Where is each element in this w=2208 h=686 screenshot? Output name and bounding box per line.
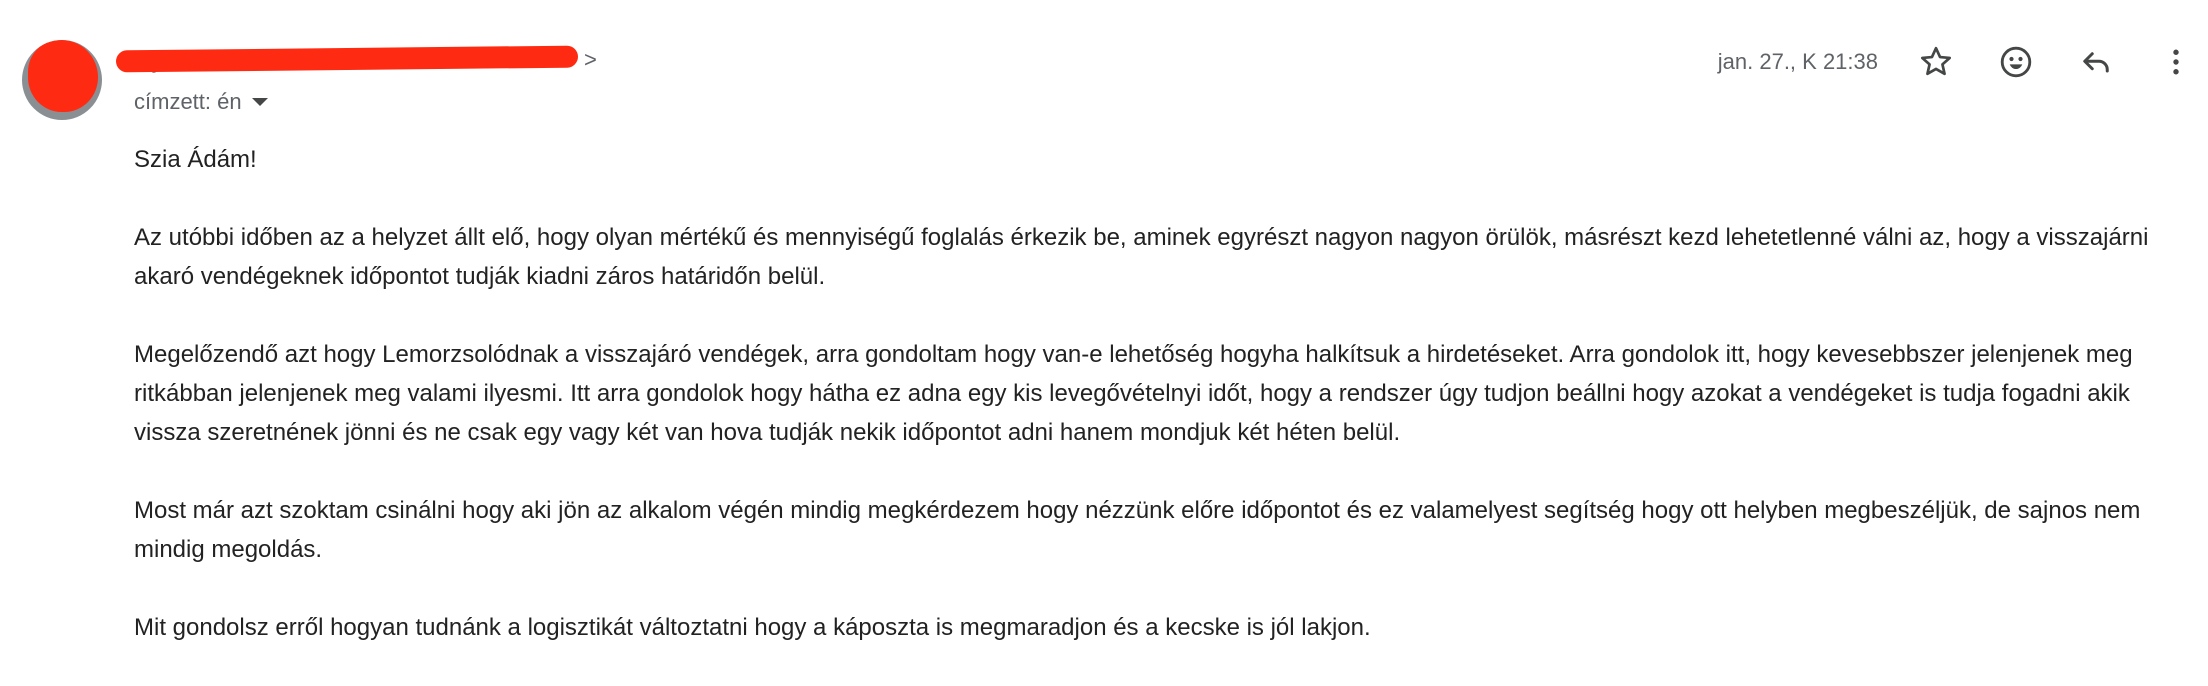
body-paragraph: Most már azt szoktam csinálni hogy aki jön az alkalom végén mindig megkérdezem hogy nézzünk előre időpontot és ez valamelyest segítség hogy ott helyben megbeszéljük, de sajnos nem mindig megoldás. [134, 497, 2141, 563]
sender-redaction [116, 46, 578, 73]
emoji-icon[interactable] [1992, 38, 2040, 86]
avatar-redaction [28, 40, 98, 112]
more-vert-icon[interactable] [2152, 38, 2200, 86]
sender-email: > [584, 47, 597, 72]
message-header-actions [1718, 40, 2208, 84]
body-paragraph: Mit gondolsz erről hogyan tudnánk a logisztikát változtatni hogy a káposzta is megmaradjon és a kecske is jól lakjon. [134, 614, 1371, 641]
sender-row [134, 40, 634, 84]
star-icon[interactable] [1912, 38, 1960, 86]
reply-icon[interactable] [2072, 38, 2120, 86]
sender-avatar[interactable] [22, 40, 102, 120]
message-body [134, 140, 2174, 686]
body-paragraph: Az utóbbi időben az a helyzet állt elő, hogy olyan mértékű és mennyiségű foglalás érkezik be, aminek egyrészt nagyon nagyon örülök, másrészt kezd lehetetlenné válni az, hogy a visszajárni akaró vendégeknek időpontot tudják kiadni záros határidőn belül. [134, 224, 2149, 290]
recipient-details-caret-icon[interactable] [252, 98, 268, 106]
body-paragraph: Megelőzendő azt hogy Lemorzsolódnak a visszajáró vendégek, arra gondoltam hogy van-e lehetőség hogyha halkítsuk a hirdetéseket. Arra gondolok itt, hogy kevesebbszer jelenjenek meg ritkábban jelenjenek meg valami ilyesmi. Itt arra gondolok hogy hátha ez adna egy kis levegővételnyi időt, hogy a rendszer úgy tudjon beállni hogy azokat a vendégeket is tudja fogadni akik vissza szeretnének jönni és ne csak egy vagy két van hova tudják nekik időpontot adni hanem mondjuk két héten belül. [134, 341, 2133, 446]
recipient-row[interactable] [134, 89, 268, 115]
message-timestamp: jan. 27., K 21:38 [1717, 49, 1878, 74]
greeting: Szia Ádám! [134, 146, 257, 173]
recipient-label: címzett: én [134, 89, 242, 114]
